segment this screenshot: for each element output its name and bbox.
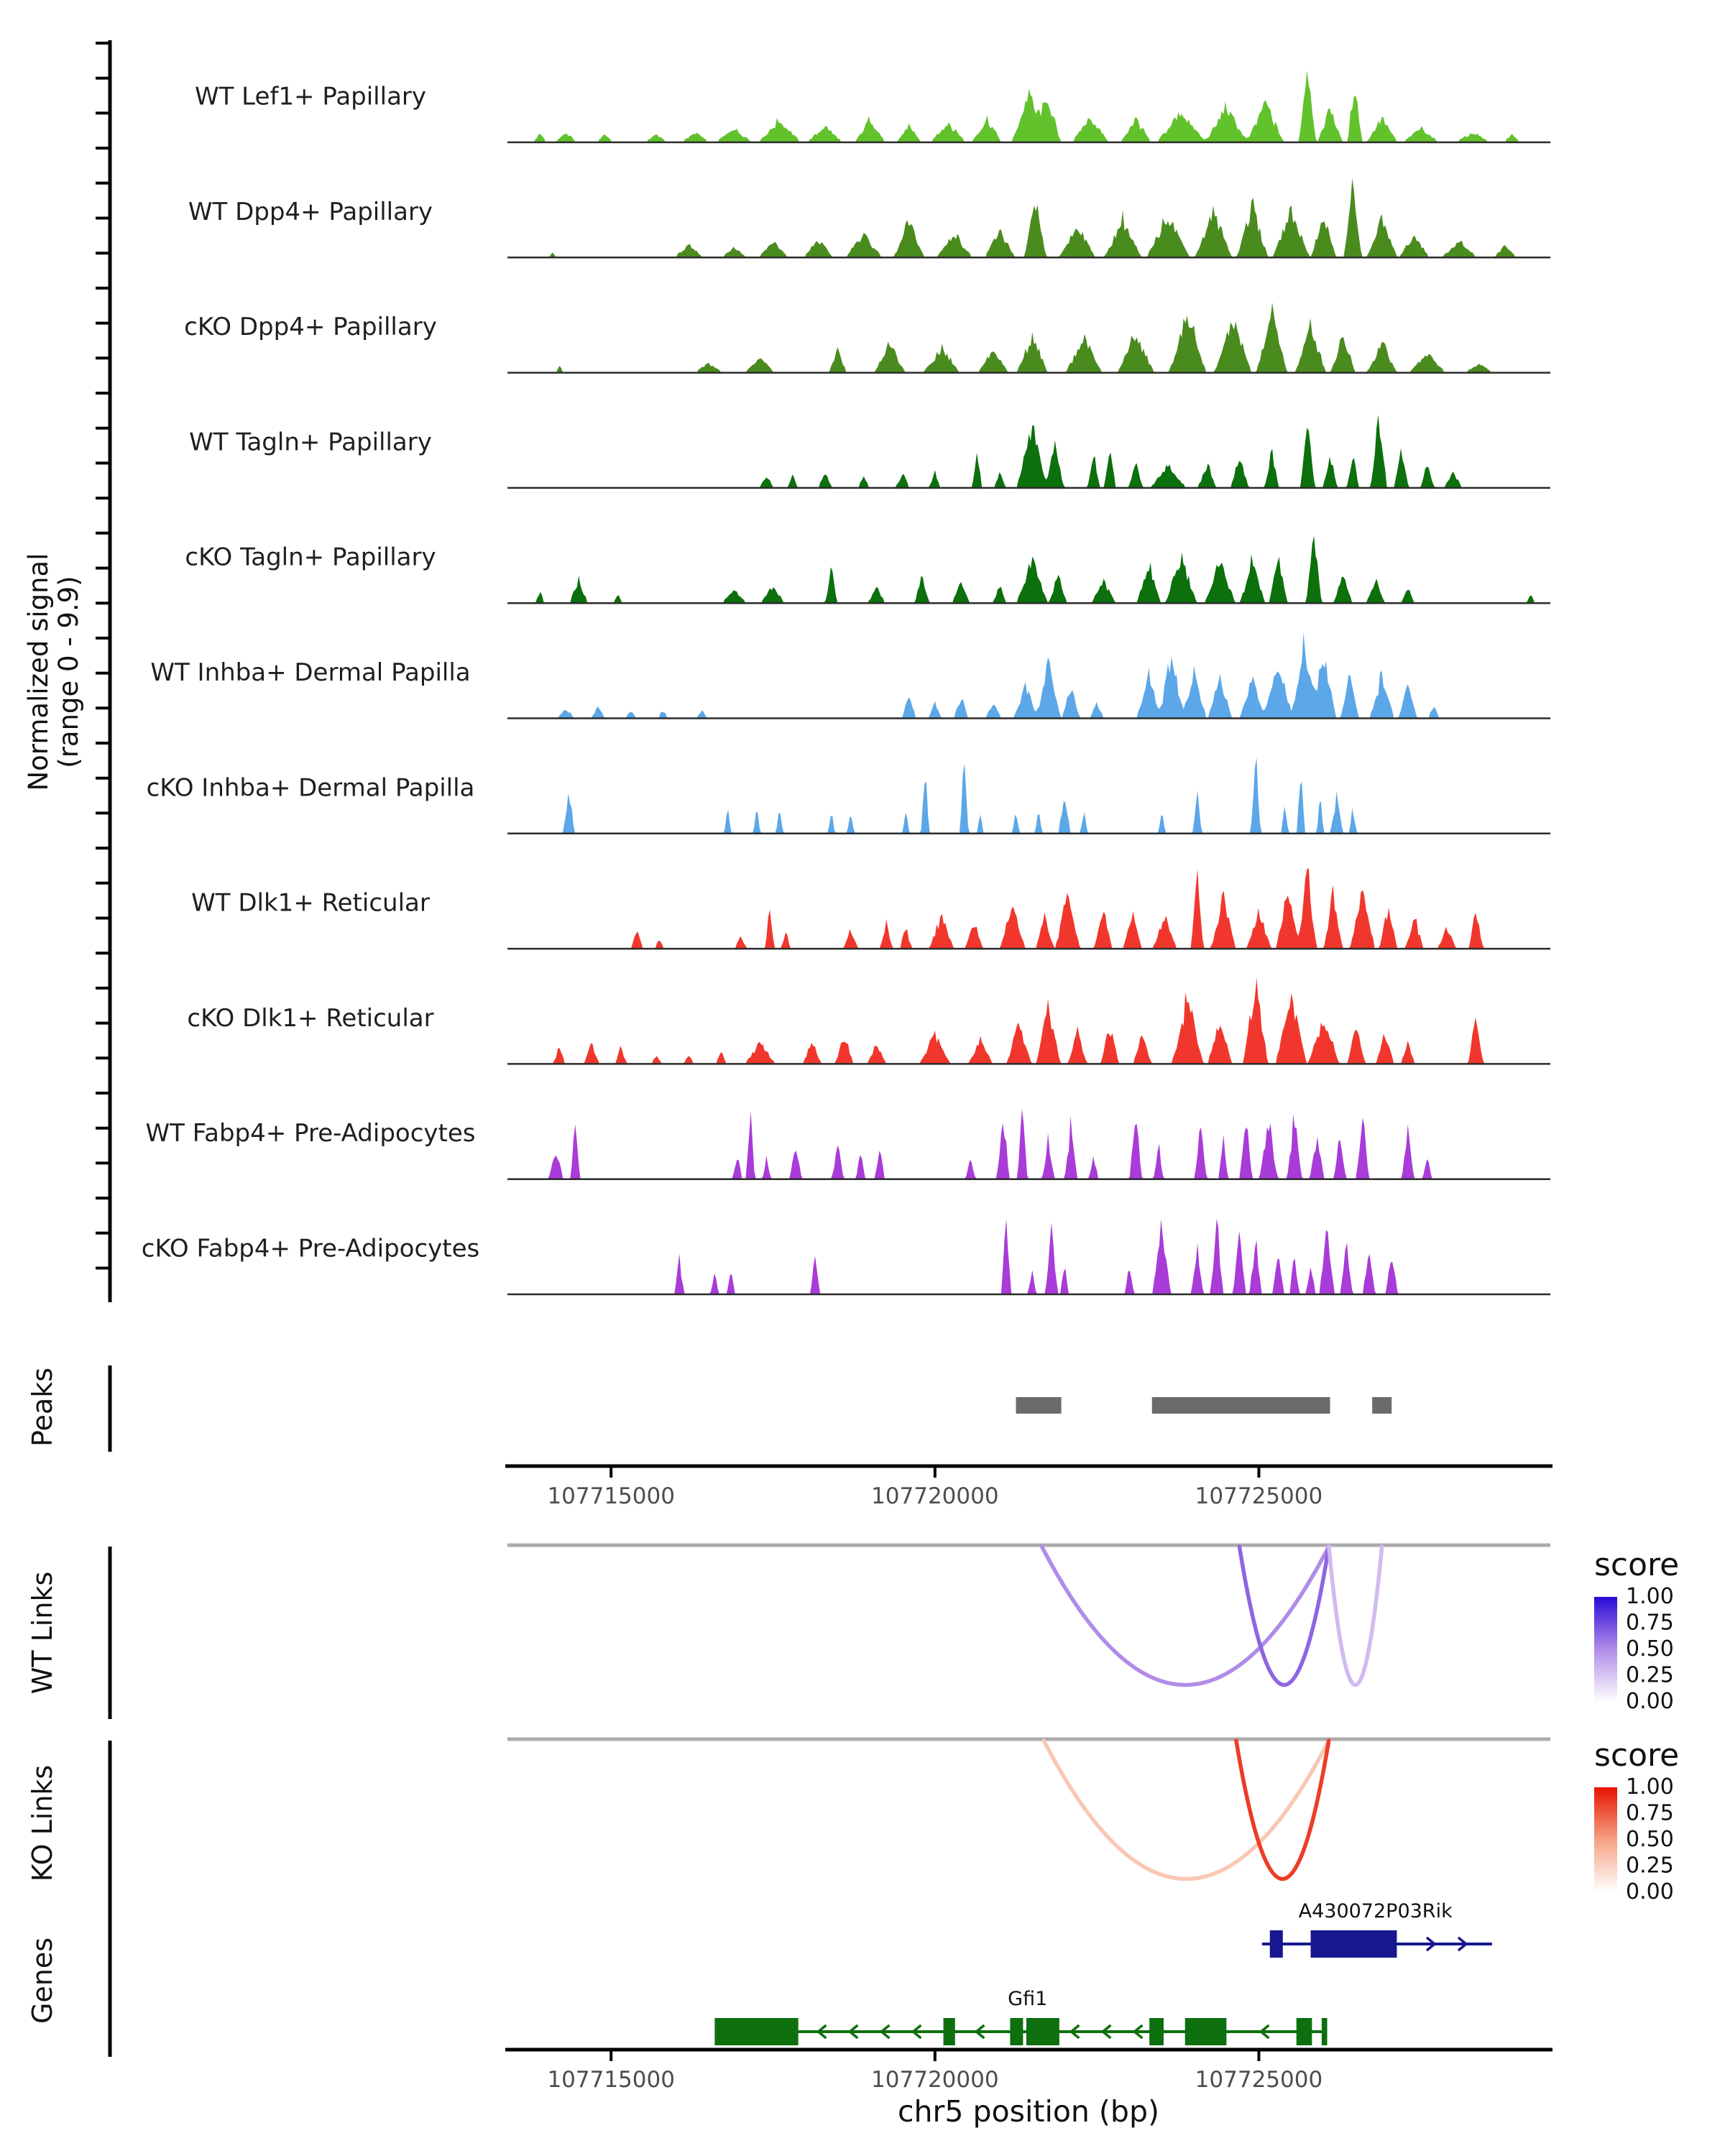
gene-exon — [944, 2018, 955, 2045]
ko-links-legend-label: 0.50 — [1626, 1827, 1674, 1852]
ko-links-legend-label: 0.25 — [1626, 1853, 1674, 1879]
genome-axis-tick-label: 107720000 — [871, 1483, 999, 1509]
coverage-signal-11 — [507, 1219, 1550, 1294]
track-label: WT Inhba+ Dermal Papilla — [150, 658, 471, 687]
track-label: WT Dlk1+ Reticular — [191, 888, 430, 918]
gene-exon — [1010, 2018, 1023, 2045]
coverage-signal-2 — [507, 178, 1550, 257]
section-label-ko-links: KO Links — [27, 1764, 58, 1882]
track-label: cKO Dpp4+ Papillary — [184, 313, 437, 342]
wt-links-arc — [1329, 1547, 1382, 1685]
coverage-signal-1 — [507, 70, 1550, 142]
coverage-signal-4 — [507, 415, 1550, 488]
peak-box — [1152, 1397, 1330, 1414]
ko-links-arc — [1236, 1741, 1329, 1879]
gene-name-label: A430072P03Rik — [1298, 1900, 1453, 1922]
genome-axis-tick-label: 107720000 — [871, 2067, 999, 2093]
coverage-signal-8 — [507, 868, 1550, 949]
track-label: cKO Dlk1+ Reticular — [187, 1003, 434, 1033]
gene-name-label: Gfi1 — [1008, 1988, 1048, 2010]
track-label: WT Lef1+ Papillary — [194, 82, 427, 111]
wt-links-legend-label: 0.50 — [1626, 1636, 1674, 1662]
track-label: cKO Tagln+ Papillary — [185, 543, 436, 572]
section-label-peaks: Peaks — [27, 1367, 58, 1447]
coverage-signal-6 — [507, 632, 1550, 718]
genome-axis-tick-label: 107725000 — [1195, 1483, 1323, 1509]
wt-links-legend-label: 0.00 — [1626, 1689, 1674, 1714]
peak-box — [1016, 1397, 1061, 1414]
genome-axis-tick-label: 107715000 — [547, 1483, 675, 1509]
y-axis-title-line1: Normalized signal — [23, 553, 54, 791]
wt-links-legend-label: 0.75 — [1626, 1610, 1674, 1636]
ko-links-arc — [1044, 1741, 1329, 1879]
wt-links-legend-title: score — [1594, 1547, 1680, 1583]
coverage-signal-10 — [507, 1109, 1550, 1179]
track-label: cKO Fabp4+ Pre-Adipocytes — [141, 1234, 480, 1263]
peak-box — [1372, 1397, 1392, 1414]
gene-exon — [1185, 2018, 1227, 2045]
gene-exon — [1322, 2018, 1328, 2045]
x-axis-title: chr5 position (bp) — [898, 2094, 1159, 2129]
ko-links-legend-colorbar — [1594, 1787, 1617, 1892]
wt-links-arc — [1042, 1547, 1329, 1685]
ko-links-legend-label: 0.00 — [1626, 1879, 1674, 1904]
genome-axis-tick-label: 107725000 — [1195, 2067, 1323, 2093]
gene-exon — [714, 2018, 798, 2045]
gene-exon — [1270, 1930, 1283, 1958]
ko-links-legend-label: 0.75 — [1626, 1800, 1674, 1826]
coverage-signal-5 — [507, 535, 1550, 603]
section-label-wt-links: WT Links — [27, 1571, 58, 1695]
track-label: WT Fabp4+ Pre-Adipocytes — [145, 1119, 476, 1148]
wt-links-legend-label: 1.00 — [1626, 1584, 1674, 1609]
y-axis-title-line2: (range 0 - 9.9) — [53, 576, 84, 768]
gene-exon — [1311, 1930, 1397, 1958]
section-label-genes: Genes — [27, 1937, 58, 2024]
ko-links-legend-label: 1.00 — [1626, 1774, 1674, 1800]
gene-exon — [1026, 2018, 1059, 2045]
coverage-signal-7 — [507, 758, 1550, 834]
wt-links-legend-colorbar — [1594, 1597, 1617, 1702]
gene-exon — [1149, 2018, 1164, 2045]
track-label: cKO Inhba+ Dermal Papilla — [146, 773, 475, 803]
track-label: WT Dpp4+ Papillary — [188, 197, 433, 226]
track-label: WT Tagln+ Papillary — [189, 428, 432, 457]
coverage-signal-9 — [507, 978, 1550, 1064]
gene-exon — [1297, 2018, 1312, 2045]
genome-axis-tick-label: 107715000 — [547, 2067, 675, 2093]
ko-links-legend-title: score — [1594, 1737, 1680, 1774]
coverage-signal-3 — [507, 303, 1550, 372]
tracks-layer — [96, 40, 1674, 2093]
wt-links-legend-label: 0.25 — [1626, 1662, 1674, 1688]
